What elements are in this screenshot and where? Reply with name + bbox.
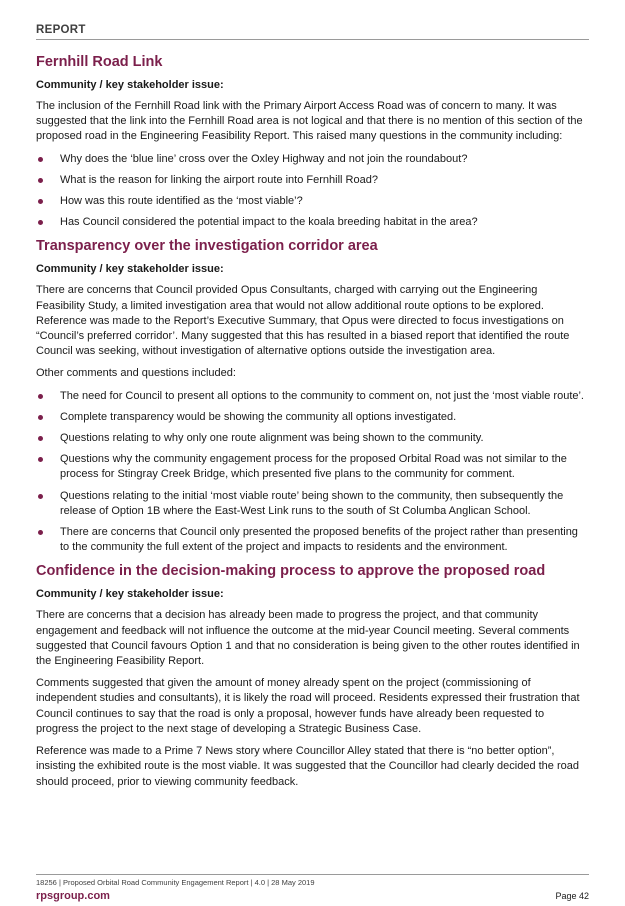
bullet-list [36, 389, 589, 556]
page-footer [36, 874, 589, 902]
document-body [36, 54, 589, 797]
header-label: REPORT [36, 24, 86, 36]
bullet-icon [38, 220, 43, 225]
section-title: Transparency over the investigation corridor area [36, 238, 378, 255]
section-paragraph: Comments suggested that given the amount of money already spent on the project (commissioning of independent studies and consultants), it is likely the road will proceed. Residents expressed their frustration that Council continues to say that the road is only a proposal, however funds have already been requested to progress the project to the next stage of developing a Strategic Business Case. [36, 677, 580, 735]
bullet-icon [38, 436, 43, 441]
bullet-icon [38, 494, 43, 499]
section-paragraph: Reference was made to a Prime 7 News story where Councillor Alley stated that there is “no better option”, insisting the exhibited route is the most viable. It was suggested that the Councillor had clearly decided the road should proceed, prior to viewing community feedback. [36, 745, 579, 788]
section-title: Confidence in the decision-making process to approve the proposed road [36, 563, 546, 580]
section-subtitle: Community / key stakeholder issue: [36, 588, 224, 601]
bullet-icon [38, 178, 43, 183]
section-paragraph: The inclusion of the Fernhill Road link with the Primary Airport Access Road was of concern to many. It was suggested that the link into the Fernhill Road area is not logical and that there is no mention of this section of the proposed road in the Engineering Feasibility Report. This raised many questions in the community including: [36, 100, 583, 143]
list-item: What is the reason for linking the airport route into Fernhill Road? [36, 173, 589, 188]
section-subtitle: Community / key stakeholder issue: [36, 79, 224, 91]
list-item: The need for Council to present all options to the community to comment on, not just the ‘most viable route’. [36, 389, 589, 404]
bullet-icon [38, 457, 43, 462]
list-item: Complete transparency would be showing the community all options investigated. [36, 410, 589, 425]
list-item: Questions why the community engagement process for the proposed Orbital Road was not similar to the process for Stingray Creek Bridge, which presented five plans to the community for comment. [36, 452, 589, 482]
section-paragraph: There are concerns that a decision has already been made to progress the project, and that community engagement and feedback will not influence the outcome at the mid-year Council meeting. Several comments suggested that Council favours Option 1 and that no consideration is being given to the other routes identified in the Engineering Feasibility Report. [36, 609, 580, 668]
bullet-list [36, 152, 589, 231]
footer-url[interactable]: rpsgroup.com [36, 890, 110, 902]
list-item: Why does the ‘blue line’ cross over the Oxley Highway and not join the roundabout? [36, 152, 589, 167]
section-paragraph: There are concerns that Council provided Opus Consultants, charged with carrying out the Engineering Feasibility Study, a limited investigation area that would not allow additional route options to be explored. Reference was made to the Report’s Executive Summary, that Opus were directed to focus investigations on “Council’s preferred corridor’. Many suggested that this has resulted in a biased report that identified the route Council was seeking, without investigation of alternative options outside the investigation area. [36, 284, 570, 358]
footer-row [36, 890, 589, 902]
section-title: Fernhill Road Link [36, 54, 163, 70]
bullet-icon [38, 530, 43, 535]
section-intro: Other comments and questions included: [36, 367, 236, 380]
section-subtitle: Community / key stakeholder issue: [36, 263, 224, 276]
list-item: How was this route identified as the ‘most viable’? [36, 194, 589, 209]
bullet-icon [38, 199, 43, 204]
footer-meta: 18256 | Proposed Orbital Road Community Engagement Report | 4.0 | 28 May 2019 [36, 878, 315, 887]
bullet-icon [38, 157, 43, 162]
list-item: Has Council considered the potential impact to the koala breeding habitat in the area? [36, 215, 589, 230]
section-fernhill-road-link [36, 54, 589, 230]
section-confidence [36, 563, 589, 789]
section-transparency [36, 238, 589, 555]
bullet-icon [38, 394, 43, 399]
list-item: Questions relating to the initial ‘most viable route’ being shown to the community, then subsequently the release of Option 1B where the East-West Link runs to the south of St Columba Anglican School. [36, 489, 589, 519]
list-item: There are concerns that Council only presented the proposed benefits of the project rather than presenting to the community the full extent of the project and impacts to residents and the environment. [36, 525, 589, 555]
page-number: Page 42 [555, 891, 589, 901]
list-item: Questions relating to why only one route alignment was being shown to the community. [36, 431, 589, 446]
bullet-icon [38, 415, 43, 420]
page-header [36, 24, 589, 40]
